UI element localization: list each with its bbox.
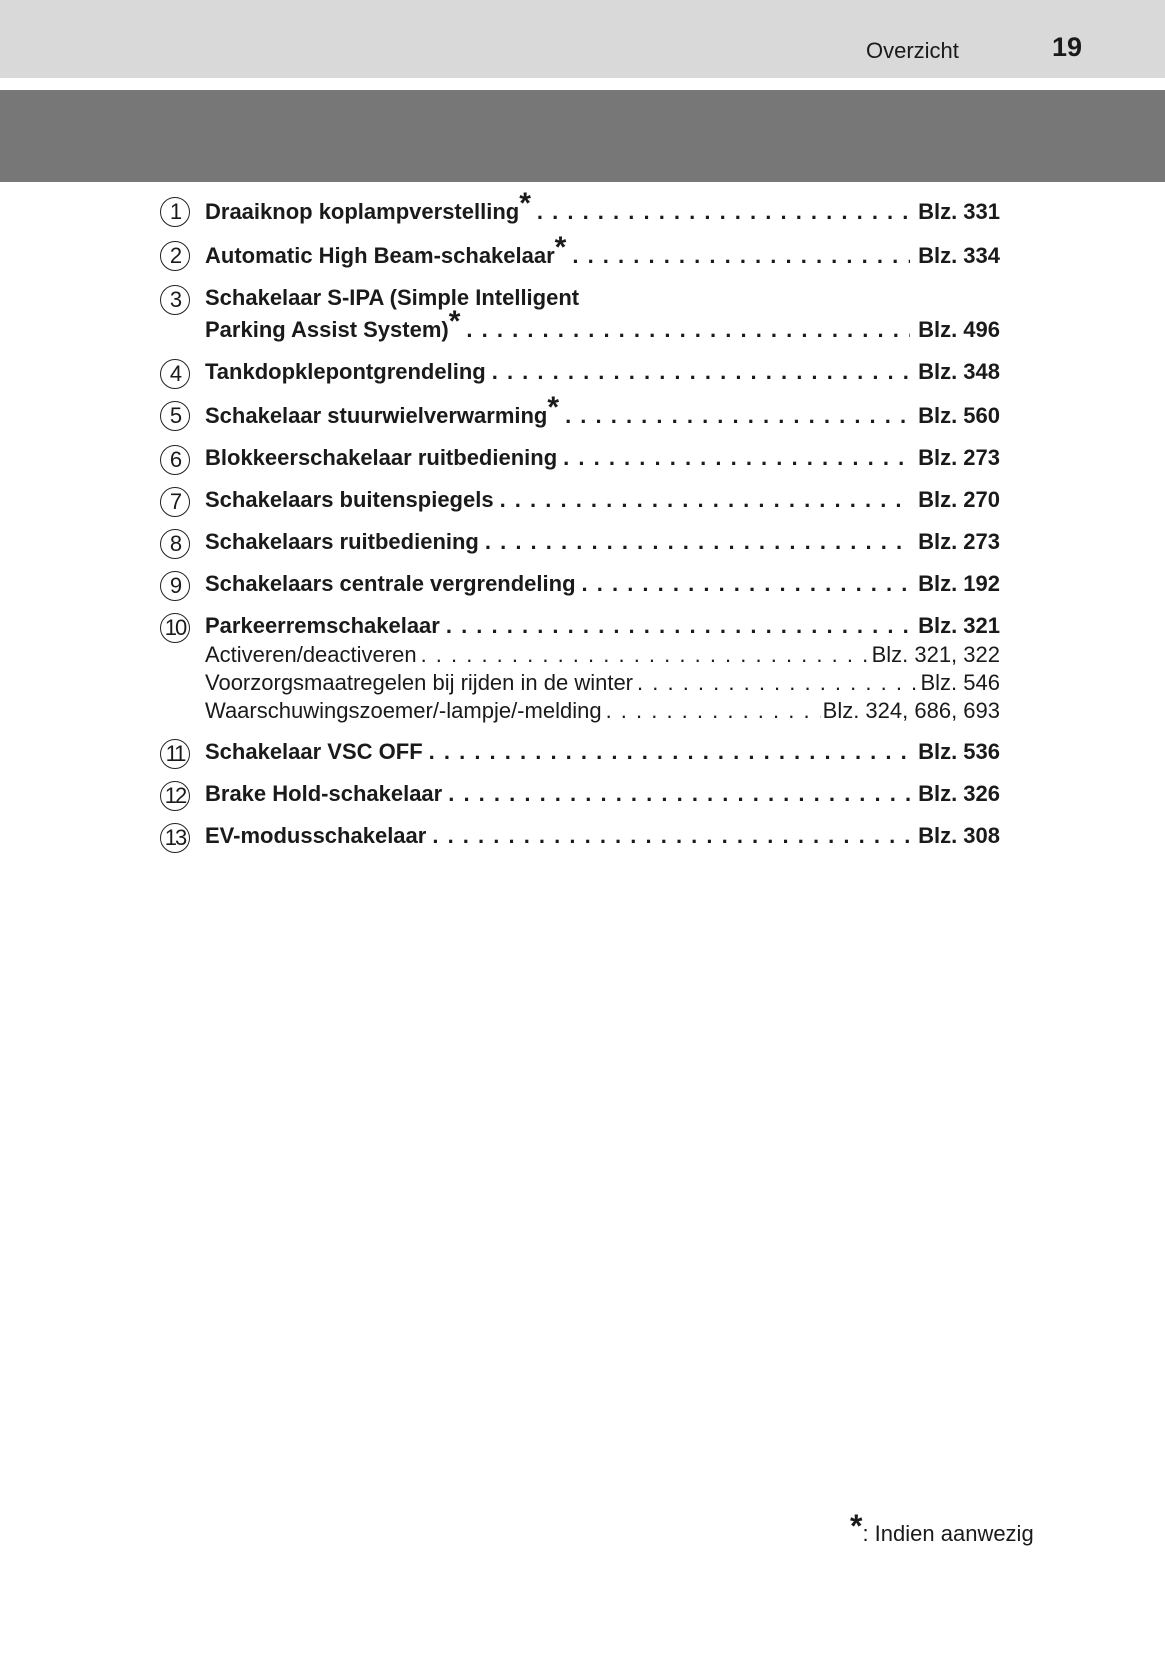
toc-item — [160, 779, 1000, 809]
asterisk-icon: * — [850, 1508, 863, 1544]
page-ref: Blz. 496 — [918, 317, 1000, 342]
leader-dots — [492, 357, 910, 387]
number-circle: 5 — [160, 401, 190, 431]
page-ref: Blz. 560 — [918, 403, 1000, 428]
toc-subitem — [160, 697, 1000, 725]
page-ref: Blz. 324, 686, 693 — [822, 698, 1000, 723]
subitem-list — [160, 641, 1000, 725]
item-label: Brake Hold-schakelaar — [205, 781, 443, 806]
item-label: Parking Assist System) — [205, 317, 449, 342]
toc-item — [160, 485, 1000, 515]
leader-dots — [429, 737, 910, 767]
item-label: Schakelaars ruitbediening — [205, 529, 479, 554]
item-label-line1: Schakelaar S-IPA (Simple Intelligent — [205, 285, 580, 310]
leader-dots — [446, 611, 910, 641]
leader-dots — [537, 197, 910, 227]
page-ref: Blz. 321, 322 — [871, 642, 1000, 667]
number-circle: 4 — [160, 359, 190, 389]
leader-dots — [565, 401, 910, 431]
item-label: Draaiknop koplampverstelling — [205, 199, 520, 224]
toc-item — [160, 737, 1000, 767]
number-circle: 3 — [160, 285, 190, 315]
item-label: Schakelaars centrale vergrendeling — [205, 571, 576, 596]
item-label: Schakelaar stuurwielverwarming — [205, 403, 548, 428]
page-number: 19 — [1052, 32, 1083, 62]
toc-item — [160, 357, 1000, 387]
leader-dots — [466, 315, 910, 345]
page-ref: Blz. 334 — [918, 243, 1000, 268]
leader-dots — [582, 569, 911, 599]
leader-dots — [448, 779, 910, 809]
item-label: Tankdopklepontgrendeling — [205, 359, 486, 384]
item-label: EV-modusschakelaar — [205, 823, 427, 848]
title-band — [0, 90, 1165, 182]
number-circle: 11 — [160, 739, 190, 769]
leader-dots — [485, 527, 910, 557]
number-circle: 7 — [160, 487, 190, 517]
number-circle: 13 — [160, 823, 190, 853]
leader-dots — [432, 821, 910, 851]
number-circle: 6 — [160, 445, 190, 475]
toc-item — [160, 821, 1000, 851]
asterisk-icon: * — [554, 231, 567, 264]
toc-item — [160, 283, 1000, 345]
asterisk-icon: * — [448, 305, 461, 338]
leader-dots — [637, 669, 918, 697]
toc-subitem — [160, 641, 1000, 669]
footnote-text: : Indien aanwezig — [862, 1521, 1034, 1546]
asterisk-icon: * — [519, 187, 531, 220]
toc-item — [160, 443, 1000, 473]
item-label: Automatic High Beam-schakelaar — [205, 243, 555, 268]
subitem-label: Voorzorgsmaatregelen bij rijden in de winter — [205, 670, 634, 695]
page-ref: Blz. 273 — [918, 529, 1000, 554]
toc-item — [160, 231, 1000, 271]
page-ref: Blz. 192 — [918, 571, 1000, 596]
toc-item — [160, 187, 1000, 227]
toc-item — [160, 611, 1000, 641]
toc-list — [160, 187, 1000, 863]
leader-dots — [606, 697, 821, 725]
toc-item — [160, 527, 1000, 557]
section-title: Overzicht — [866, 38, 959, 63]
footnote — [850, 1508, 1034, 1549]
toc-subitem — [160, 669, 1000, 697]
number-circle: 8 — [160, 529, 190, 559]
number-circle: 10 — [160, 613, 190, 643]
toc-item — [160, 569, 1000, 599]
leader-dots — [500, 485, 910, 515]
subitem-label: Waarschuwingszoemer/-lampje/-melding — [205, 698, 602, 723]
page-ref: Blz. 270 — [918, 487, 1000, 512]
page-ref: Blz. 331 — [918, 199, 1000, 224]
header-band — [0, 0, 1165, 78]
item-label: Schakelaars buitenspiegels — [205, 487, 494, 512]
page-ref: Blz. 321 — [918, 613, 1000, 638]
item-label: Parkeerremschakelaar — [205, 613, 440, 638]
number-circle: 9 — [160, 571, 190, 601]
page-ref: Blz. 348 — [918, 359, 1000, 384]
asterisk-icon: * — [547, 391, 560, 424]
page-ref: Blz. 308 — [918, 823, 1000, 848]
leader-dots — [572, 241, 910, 271]
page-ref: Blz. 536 — [918, 739, 1000, 764]
page-ref: Blz. 546 — [920, 670, 1000, 695]
item-label: Blokkeerschakelaar ruitbediening — [205, 445, 558, 470]
number-circle: 1 — [160, 197, 190, 227]
leader-dots — [421, 641, 870, 669]
page-ref: Blz. 326 — [918, 781, 1000, 806]
item-label: Schakelaar VSC OFF — [205, 739, 423, 764]
page-ref: Blz. 273 — [918, 445, 1000, 470]
subitem-label: Activeren/deactiveren — [205, 642, 417, 667]
leader-dots — [563, 443, 910, 473]
number-circle: 12 — [160, 781, 190, 811]
toc-item — [160, 391, 1000, 431]
number-circle: 2 — [160, 241, 190, 271]
